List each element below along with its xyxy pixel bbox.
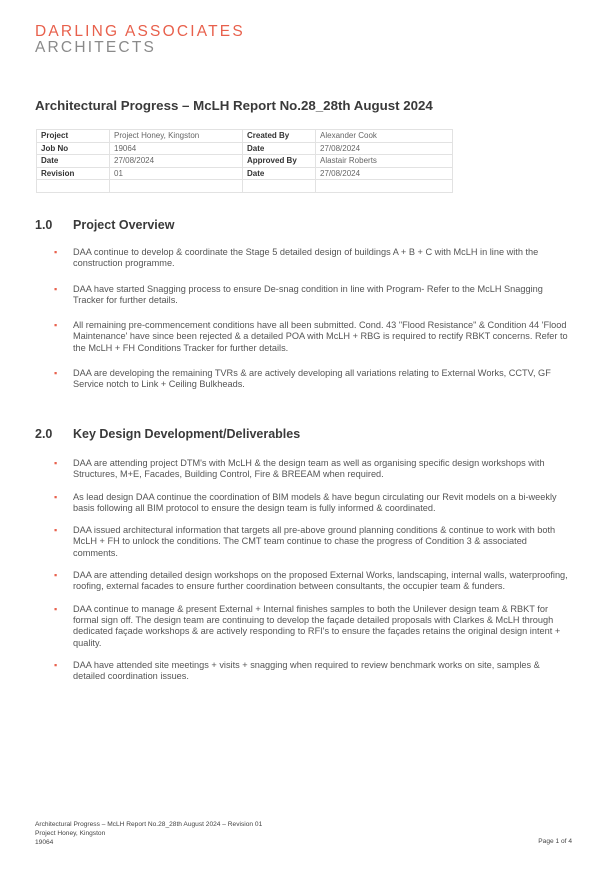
bullet-square-icon: ▪ — [54, 320, 58, 331]
logo-line-2: ARCHITECTS — [35, 39, 157, 56]
info-value: 27/08/2024 — [110, 155, 243, 168]
bullet-square-icon: ▪ — [54, 603, 58, 614]
bullet-text: DAA continue to manage & present External + Internal finishes samples to both the Unilever design team & RBKT for formal sign off. The design team are continuing to develop the façade detailed proposals with Clarkes & McLH through dedicated façade workshops & are actively responding to RFI's to ensure the façades retains the original design intent + quality. — [73, 603, 561, 648]
bullet-square-icon: ▪ — [54, 368, 58, 379]
project-info-table — [36, 129, 453, 193]
section-heading-project-overview — [35, 218, 174, 232]
bullet-square-icon: ▪ — [54, 570, 58, 581]
bullet-item — [54, 284, 570, 307]
bullet-item — [54, 458, 570, 481]
info-label — [243, 180, 316, 193]
info-label — [37, 180, 110, 193]
info-row — [37, 142, 453, 155]
bullet-square-icon: ▪ — [54, 458, 58, 468]
info-value: 01 — [110, 167, 243, 180]
info-value: 27/08/2024 — [316, 167, 453, 180]
info-row — [37, 155, 453, 168]
logo-line-1: DARLING ASSOCIATES — [35, 23, 245, 40]
page-footer — [35, 820, 262, 847]
info-label: Date — [37, 155, 110, 168]
info-row — [37, 180, 453, 193]
bullet-item — [54, 320, 570, 354]
info-label: Created By — [243, 130, 316, 143]
company-logo — [35, 24, 245, 56]
bullet-square-icon: ▪ — [54, 659, 58, 670]
section-number: 1.0 — [35, 218, 53, 232]
bullet-text: As lead design DAA continue the coordination of BIM models & have begun circulating our Revit models on a bi-weekly basis following all BIM protocol to ensure the design team is fully informed & coordinated. — [73, 491, 557, 513]
section-number: 2.0 — [35, 427, 53, 441]
bullet-square-icon: ▪ — [54, 247, 58, 257]
section-title: Project Overview — [73, 218, 175, 232]
info-value — [316, 180, 453, 193]
bullet-text: DAA have attended site meetings + visits + snagging when required to review benchmark works on site, samples & detailed coordination issues. — [73, 659, 540, 682]
bullet-item — [54, 492, 570, 515]
info-label: Job No — [37, 142, 110, 155]
bullet-item — [54, 525, 570, 559]
info-label: Revision — [37, 167, 110, 180]
info-label: Date — [243, 142, 316, 155]
bullet-text: All remaining pre-commencement conditions have all been submitted. Cond. 43 "Flood Resistance" & Condition 44 'Flood Maintenance' have since been rejected & a detailed POA with McLH + RBG is required to rectify RBKT concerns. Refer to the McLH + FH Conditions Tracker for further details. — [73, 320, 568, 353]
info-label: Approved By — [243, 155, 316, 168]
section-heading-key-design — [35, 427, 300, 441]
info-value: 19064 — [110, 142, 243, 155]
info-label: Date — [243, 167, 316, 180]
info-value: 27/08/2024 — [316, 142, 453, 155]
key-design-list — [54, 458, 570, 682]
info-value: Project Honey, Kingston — [110, 130, 243, 143]
bullet-text: DAA continue to develop & coordinate the Stage 5 detailed design of buildings A + B + C with McLH in line with the construction programme. — [73, 247, 539, 269]
bullet-item — [54, 247, 570, 270]
footer-line-3: 19064 — [35, 839, 54, 846]
bullet-item — [54, 368, 570, 391]
info-value — [110, 180, 243, 193]
bullet-item — [54, 570, 570, 593]
bullet-item — [54, 660, 570, 683]
bullet-text: DAA are developing the remaining TVRs & are actively developing all variations relating to External Works, CCTV, GF Service notch to Link + Ceiling Bulkheads. — [73, 368, 551, 390]
bullet-text: DAA issued architectural information that targets all pre-above ground planning conditions & continue to work with both McLH + FH to unlock the conditions. The CMT team continue to chase the progress of Condition 3 & associated comments. — [73, 525, 556, 558]
bullet-square-icon: ▪ — [54, 491, 58, 502]
bullet-text: DAA have started Snagging process to ensure De-snag condition in line with Program- Refer to the McLH Snagging Tracker for further details. — [73, 283, 543, 305]
bullet-text: DAA are attending project DTM's with McLH & the design team as well as organising specific design workshops with Structures, M+E, Facades, Building Control, Fire & BREEAM when required. — [73, 458, 545, 480]
section-title: Key Design Development/Deliverables — [73, 427, 301, 441]
footer-line-1: Architectural Progress – McLH Report No.28_28th August 2024 – Revision 01 — [35, 821, 263, 828]
info-value: Alexander Cook — [316, 130, 453, 143]
page-number: Page 1 of 4 — [538, 838, 572, 845]
info-label: Project — [37, 130, 110, 143]
footer-line-2: Project Honey, Kingston — [35, 830, 106, 837]
bullet-item — [54, 604, 570, 649]
report-title: Architectural Progress – McLH Report No.28_28th August 2024 — [35, 98, 433, 113]
bullet-text: DAA are attending detailed design workshops on the proposed External Works, landscaping, internal walls, waterproofing, roofing, external facades to ensure further coordination between consultants, the occupier team & funders. — [73, 570, 568, 592]
info-row — [37, 167, 453, 180]
info-value: Alastair Roberts — [316, 155, 453, 168]
info-row — [37, 130, 453, 143]
bullet-square-icon: ▪ — [54, 283, 58, 294]
bullet-square-icon: ▪ — [54, 525, 58, 536]
project-overview-list — [54, 247, 570, 391]
